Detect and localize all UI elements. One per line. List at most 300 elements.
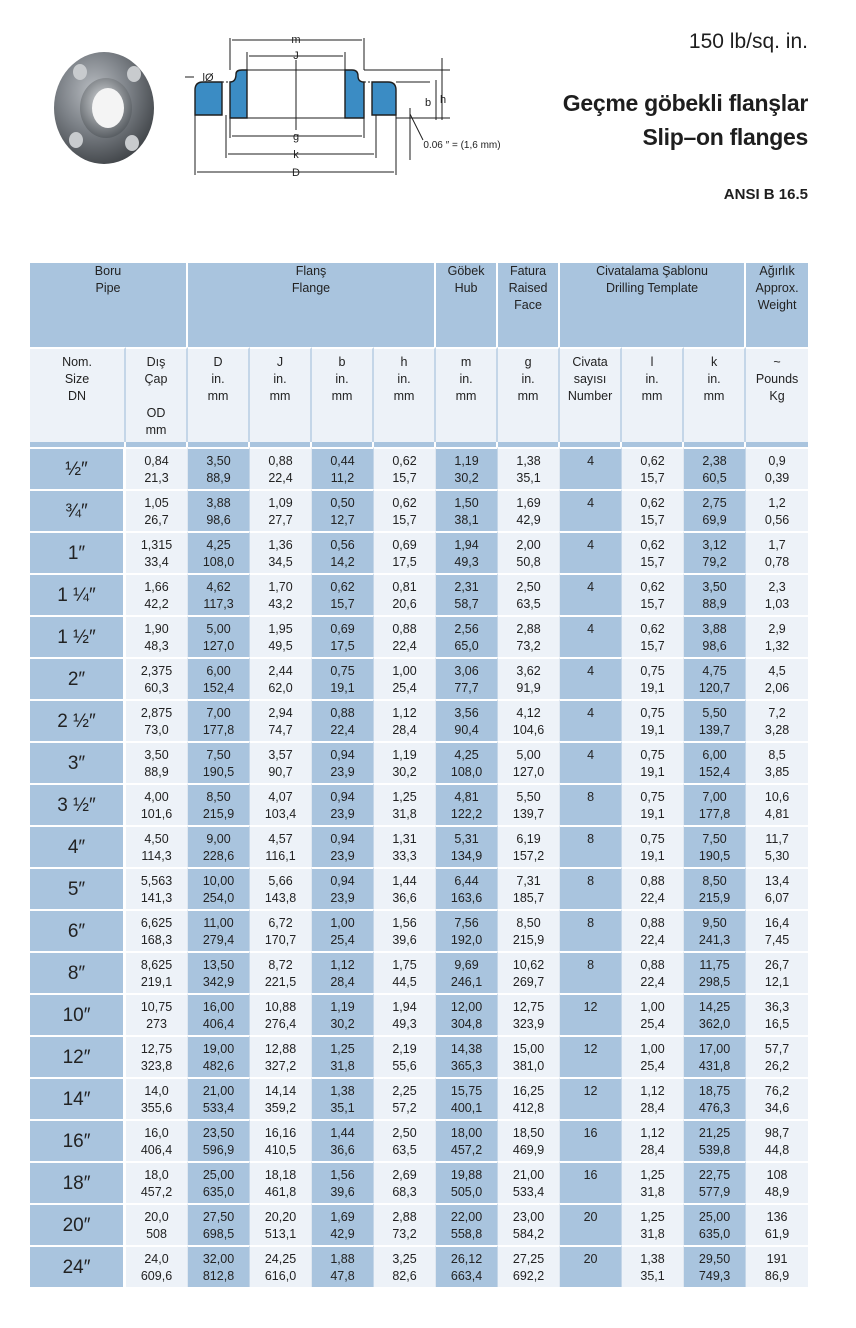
value-mm: 11,2 (330, 471, 355, 485)
cell-j (250, 783, 312, 825)
cell-d (188, 1119, 250, 1161)
column-header-line: Pounds (755, 372, 799, 386)
cell-g (498, 1119, 560, 1161)
value-mm: 98,6 (206, 513, 231, 527)
value-mm: 273 (146, 1017, 167, 1031)
value-mm: 15,7 (640, 471, 665, 485)
cell-nominal-size: 2 ½″ (30, 699, 126, 741)
value-mm: 74,7 (268, 723, 293, 737)
page-title-english: Slip–on flanges (642, 124, 808, 150)
table-row (30, 867, 808, 909)
value-inch: 1,75 (392, 958, 417, 972)
value-count: 12 (583, 1084, 598, 1098)
value-inch: 1,95 (268, 622, 293, 636)
flange-left-section (195, 82, 222, 115)
value-inch: 15,75 (450, 1084, 483, 1098)
cell-d (188, 489, 250, 531)
value-inch: 0,88 (640, 874, 665, 888)
cell-m (436, 489, 498, 531)
value-mm: 88,9 (702, 597, 727, 611)
cell-b (312, 447, 374, 489)
value-mm: 15,7 (392, 513, 417, 527)
value-inch: 4,5 (768, 664, 786, 678)
value-mm: 114,3 (141, 849, 172, 863)
cell-weight (746, 1035, 808, 1077)
value-inch: 16,25 (512, 1084, 545, 1098)
value-inch: 1,12 (640, 1084, 665, 1098)
value-inch: 25,00 (698, 1210, 731, 1224)
dim-label-d: D (292, 167, 300, 179)
cell-g (498, 1203, 560, 1245)
cell-g (498, 909, 560, 951)
cell-g (498, 741, 560, 783)
value-inch: 26,7 (764, 958, 790, 972)
flange-left-hub (230, 70, 247, 118)
cell-k (684, 489, 746, 531)
cell-h (374, 1161, 436, 1203)
value-inch: 4,25 (206, 538, 231, 552)
value-inch: 23,50 (202, 1126, 235, 1140)
column-header-line: Number (567, 389, 613, 403)
cell-m (436, 867, 498, 909)
value-mm: 22,4 (640, 975, 665, 989)
bolt-hole (69, 132, 83, 148)
cell-b (312, 1161, 374, 1203)
value-inch: 24,25 (264, 1252, 297, 1266)
column-header-line: in. (397, 372, 411, 386)
value-mm: 400,1 (450, 1101, 483, 1115)
value-mm: 461,8 (264, 1185, 297, 1199)
cell-outer-diameter (126, 1119, 188, 1161)
cell-outer-diameter (126, 825, 188, 867)
value-inch: 0,94 (330, 748, 355, 762)
value-mm: 63,5 (516, 597, 541, 611)
value-mm: 152,4 (698, 765, 731, 779)
value-inch: 20,0 (144, 1210, 169, 1224)
cell-k (684, 615, 746, 657)
value-mm: 25,4 (640, 1059, 665, 1073)
cell-d (188, 909, 250, 951)
value-inch: 1,31 (392, 832, 417, 846)
value-inch: 5,31 (454, 832, 479, 846)
value-inch: 0,69 (392, 538, 417, 552)
cell-h (374, 489, 436, 531)
value-inch: 3,50 (206, 454, 231, 468)
value-inch: 8,50 (516, 916, 541, 930)
value-inch: 2,31 (454, 580, 479, 594)
cell-l (622, 741, 684, 783)
value-inch: 2,75 (702, 496, 727, 510)
value-inch: 136 (766, 1210, 788, 1224)
cell-k (684, 1161, 746, 1203)
cell-g (498, 993, 560, 1035)
cell-weight (746, 909, 808, 951)
value-mm: 505,0 (450, 1185, 483, 1199)
cell-bolt-count (560, 909, 622, 951)
value-mm: 73,2 (392, 1227, 417, 1241)
cell-j (250, 951, 312, 993)
value-mm: 7,45 (764, 933, 790, 947)
cell-nominal-size: 24″ (30, 1245, 126, 1287)
value-inch: 13,4 (764, 874, 790, 888)
cell-d (188, 825, 250, 867)
cell-weight (746, 1203, 808, 1245)
cell-h (374, 1203, 436, 1245)
cell-d (188, 1161, 250, 1203)
table-row (30, 1245, 808, 1287)
table-row (30, 573, 808, 615)
cell-outer-diameter (126, 783, 188, 825)
cell-g (498, 1161, 560, 1203)
cell-m (436, 657, 498, 699)
table-row (30, 699, 808, 741)
value-mm: 185,7 (512, 891, 545, 905)
column-header-line: J (276, 355, 284, 369)
value-mm: 58,7 (454, 597, 479, 611)
cell-b (312, 825, 374, 867)
value-mm: 23,9 (330, 849, 355, 863)
value-inch: 1,12 (392, 706, 417, 720)
value-inch: 0,84 (144, 454, 169, 468)
value-mm: 190,5 (202, 765, 235, 779)
value-inch: 18,75 (698, 1084, 731, 1098)
cell-g (498, 1077, 560, 1119)
cell-g (498, 1245, 560, 1287)
value-mm: 28,4 (640, 1143, 665, 1157)
cell-outer-diameter (126, 615, 188, 657)
cell-nominal-size: 1 ¼″ (30, 573, 126, 615)
value-mm: 241,3 (698, 933, 731, 947)
cell-weight (746, 657, 808, 699)
value-inch: 10,62 (512, 958, 545, 972)
value-inch: 2,88 (392, 1210, 417, 1224)
value-mm: 127,0 (202, 639, 235, 653)
cell-bolt-count (560, 699, 622, 741)
column-header-d (188, 347, 250, 442)
cell-k (684, 993, 746, 1035)
value-inch: 24,0 (144, 1252, 169, 1266)
value-count: 20 (583, 1210, 598, 1224)
value-inch: 1,19 (454, 454, 479, 468)
value-inch: 22,00 (450, 1210, 483, 1224)
column-header-line: h (400, 355, 408, 369)
value-inch: 1,00 (392, 664, 417, 678)
value-mm: 381,0 (512, 1059, 545, 1073)
cell-b (312, 867, 374, 909)
value-mm: 73,2 (516, 639, 541, 653)
value-inch: 4,50 (144, 832, 169, 846)
value-mm: 42,9 (516, 513, 541, 527)
cell-b (312, 531, 374, 573)
value-mm: 21,3 (144, 471, 169, 485)
cell-weight (746, 573, 808, 615)
value-mm: 60,3 (144, 681, 169, 695)
value-mm: 23,9 (330, 765, 355, 779)
value-inch: 4,75 (702, 664, 727, 678)
cell-l (622, 1119, 684, 1161)
value-inch: 5,563 (140, 874, 173, 888)
cell-j (250, 615, 312, 657)
value-inch: 0,62 (392, 496, 417, 510)
value-inch: 2,19 (392, 1042, 417, 1056)
column-header-line: mm (207, 389, 229, 403)
cell-outer-diameter (126, 741, 188, 783)
cell-bolt-count (560, 531, 622, 573)
value-mm: 17,5 (330, 639, 355, 653)
value-mm: 190,5 (698, 849, 731, 863)
value-inch: 108 (766, 1168, 788, 1182)
value-mm: 22,4 (330, 723, 355, 737)
cell-j (250, 573, 312, 615)
value-mm: 215,9 (698, 891, 731, 905)
value-inch: 0,56 (330, 538, 355, 552)
cell-d (188, 447, 250, 489)
value-inch: 6,00 (206, 664, 231, 678)
value-mm: 31,8 (640, 1227, 665, 1241)
cell-l (622, 573, 684, 615)
value-mm: 49,3 (454, 555, 479, 569)
cell-nominal-size: 3 ½″ (30, 783, 126, 825)
column-header-line: g (524, 355, 532, 369)
value-inch: 1,44 (330, 1126, 355, 1140)
value-inch: 0,62 (640, 538, 665, 552)
value-inch: 0,62 (640, 622, 665, 636)
value-inch: 0,88 (268, 454, 293, 468)
cell-nominal-size: 8″ (30, 951, 126, 993)
value-mm: 19,1 (640, 765, 665, 779)
value-inch: 1,12 (330, 958, 355, 972)
value-mm: 246,1 (450, 975, 483, 989)
cell-g (498, 531, 560, 573)
value-mm: 86,9 (764, 1269, 790, 1283)
value-count: 8 (587, 916, 595, 930)
value-inch: 0,62 (330, 580, 355, 594)
cell-j (250, 531, 312, 573)
value-mm: 31,8 (330, 1059, 355, 1073)
cell-m (436, 741, 498, 783)
column-header-line: in. (707, 372, 721, 386)
value-mm: 43,2 (268, 597, 293, 611)
value-inch: 5,00 (206, 622, 231, 636)
value-mm: 42,2 (144, 597, 169, 611)
value-mm: 410,5 (264, 1143, 297, 1157)
value-mm: 19,1 (640, 723, 665, 737)
cell-k (684, 657, 746, 699)
value-inch: 15,00 (512, 1042, 545, 1056)
cell-nominal-size: 3″ (30, 741, 126, 783)
cell-d (188, 1035, 250, 1077)
value-inch: 0,94 (330, 790, 355, 804)
value-mm: 15,7 (640, 513, 665, 527)
cell-bolt-count (560, 573, 622, 615)
value-inch: 3,12 (702, 538, 727, 552)
cell-j (250, 1203, 312, 1245)
value-mm: 596,9 (202, 1143, 235, 1157)
value-mm: 36,6 (392, 891, 417, 905)
value-inch: 4,62 (206, 580, 231, 594)
value-inch: 2,3 (768, 580, 786, 594)
value-inch: 5,50 (702, 706, 727, 720)
value-mm: 77,7 (454, 681, 479, 695)
bolt-hole (127, 66, 141, 82)
value-mm: 19,1 (640, 849, 665, 863)
value-mm: 3,28 (764, 723, 790, 737)
cell-d (188, 531, 250, 573)
column-header-k (684, 347, 746, 442)
value-inch: 8,72 (268, 958, 293, 972)
value-mm: 20,6 (392, 597, 417, 611)
value-inch: 19,00 (202, 1042, 235, 1056)
cell-j (250, 657, 312, 699)
value-mm: 0,78 (764, 555, 790, 569)
value-inch: 16,16 (264, 1126, 297, 1140)
value-inch: 76,2 (764, 1084, 790, 1098)
value-inch: 1,315 (140, 538, 173, 552)
table-body (30, 447, 808, 1287)
value-inch: 1,50 (454, 496, 479, 510)
value-inch: 7,56 (454, 916, 479, 930)
value-mm: 457,2 (140, 1185, 173, 1199)
flange-cross-section-drawing (180, 30, 520, 185)
value-mm: 533,4 (202, 1101, 235, 1115)
cell-h (374, 993, 436, 1035)
cell-m (436, 1203, 498, 1245)
value-mm: 1,32 (764, 639, 790, 653)
value-mm: 103,4 (264, 807, 297, 821)
value-inch: 4,12 (516, 706, 541, 720)
cell-bolt-count (560, 1119, 622, 1161)
value-mm: 88,9 (206, 471, 231, 485)
cell-outer-diameter (126, 951, 188, 993)
value-mm: 23,9 (330, 807, 355, 821)
cell-b (312, 1119, 374, 1161)
value-inch: 3,88 (702, 622, 727, 636)
value-mm: 533,4 (512, 1185, 545, 1199)
cell-nominal-size: 20″ (30, 1203, 126, 1245)
table-row (30, 783, 808, 825)
cell-h (374, 741, 436, 783)
column-header-line: mm (393, 389, 415, 403)
cell-k (684, 1203, 746, 1245)
cell-m (436, 699, 498, 741)
value-inch: 9,00 (206, 832, 231, 846)
value-mm: 5,30 (764, 849, 790, 863)
column-header-line: in. (645, 372, 659, 386)
cell-l (622, 615, 684, 657)
value-inch: 7,00 (206, 706, 231, 720)
value-count: 4 (587, 706, 595, 720)
value-mm: 22,4 (392, 639, 417, 653)
value-mm: 42,9 (330, 1227, 355, 1241)
cell-nominal-size: 12″ (30, 1035, 126, 1077)
value-inch: 57,7 (764, 1042, 790, 1056)
cell-weight (746, 615, 808, 657)
cell-h (374, 909, 436, 951)
column-header-l (622, 347, 684, 442)
value-inch: 5,66 (268, 874, 293, 888)
value-mm: 170,7 (264, 933, 297, 947)
group-header-pipe: Boru Pipe (30, 263, 188, 347)
group-header-drilling-template: Civatalama Şablonu Drilling Template (560, 263, 746, 347)
cell-h (374, 447, 436, 489)
value-inch: 0,88 (330, 706, 355, 720)
value-mm: 30,2 (392, 765, 417, 779)
value-inch: 0,75 (330, 664, 355, 678)
cell-bolt-count (560, 489, 622, 531)
column-header-line: mm (641, 389, 663, 403)
value-count: 8 (587, 790, 595, 804)
cell-g (498, 783, 560, 825)
cell-g (498, 867, 560, 909)
column-header-line: Kg (769, 389, 785, 403)
cell-bolt-count (560, 783, 622, 825)
table-row (30, 993, 808, 1035)
value-mm: 14,2 (330, 555, 355, 569)
value-inch: 0,62 (640, 496, 665, 510)
column-header-line: in. (521, 372, 535, 386)
flange-photo (46, 40, 158, 170)
cell-weight (746, 1077, 808, 1119)
value-inch: 13,50 (202, 958, 235, 972)
column-header-line: mm (455, 389, 477, 403)
value-inch: 2,44 (268, 664, 293, 678)
value-inch: 0,75 (640, 832, 665, 846)
cell-bolt-count (560, 447, 622, 489)
table-row (30, 447, 808, 489)
column-header-line: in. (335, 372, 349, 386)
value-mm: 33,4 (144, 555, 169, 569)
cell-m (436, 615, 498, 657)
value-inch: 2,25 (392, 1084, 417, 1098)
value-inch: 1,7 (768, 538, 786, 552)
value-inch: 6,00 (702, 748, 727, 762)
cell-weight (746, 531, 808, 573)
value-mm: 152,4 (202, 681, 235, 695)
cell-b (312, 657, 374, 699)
cell-outer-diameter (126, 573, 188, 615)
value-mm: 122,2 (450, 807, 483, 821)
value-mm: 749,3 (698, 1269, 731, 1283)
cell-m (436, 531, 498, 573)
cell-m (436, 993, 498, 1035)
value-mm: 215,9 (512, 933, 545, 947)
value-inch: 11,7 (765, 832, 789, 846)
value-mm: 117,3 (203, 597, 234, 611)
value-inch: 2,875 (140, 706, 173, 720)
value-inch: 0,62 (640, 454, 665, 468)
value-mm: 28,4 (640, 1101, 665, 1115)
value-mm: 116,1 (265, 849, 296, 863)
value-inch: 4,57 (268, 832, 293, 846)
cell-j (250, 867, 312, 909)
value-inch: 8,50 (206, 790, 231, 804)
value-inch: 1,00 (330, 916, 355, 930)
value-mm: 327,2 (264, 1059, 297, 1073)
value-mm: 48,9 (764, 1185, 790, 1199)
value-count: 20 (583, 1252, 598, 1266)
value-mm: 25,4 (640, 1017, 665, 1031)
value-mm: 36,6 (330, 1143, 355, 1157)
value-inch: 21,00 (512, 1168, 545, 1182)
cell-l (622, 531, 684, 573)
flange-right-hub (345, 70, 364, 118)
value-inch: 1,12 (640, 1126, 665, 1140)
value-inch: 36,3 (764, 1000, 790, 1014)
value-inch: 1,25 (330, 1042, 355, 1056)
cell-outer-diameter (126, 699, 188, 741)
value-inch: 1,69 (516, 496, 541, 510)
flange-right-section (372, 82, 396, 115)
